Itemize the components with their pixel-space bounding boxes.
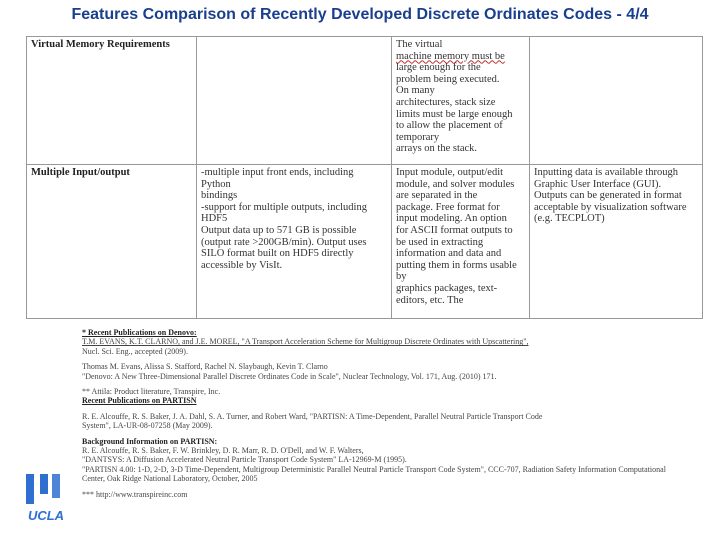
references [82,328,702,499]
comparison-table [26,36,703,319]
cell-line: are separated in the [396,190,478,202]
cell-line: Outputs can be generated in format [534,190,682,202]
cell-line: Python [201,178,231,190]
cell-line: arrays on the stack. [396,143,478,155]
cell-line: large enough for the [396,62,481,74]
cell-line: Graphic User Interface (GUI). [534,178,662,190]
cell-line: acceptable by visualization software [534,201,687,213]
table-row [27,165,703,319]
table-row [27,37,703,165]
cell-line: Output data up to 571 GB is possible [201,224,357,236]
cell-line: putting them in forms usable [396,259,517,271]
reference-line: R. E. Alcouffe, R. S. Baker, J. A. Dahl, S. A. Turner, and Robert Ward, "PARTISN: A Time-Dependent, Parallel Neutral Particle Transport Code [82,411,543,421]
reference-line: "Denovo: A New Three-Dimensional Parallel Discrete Ordinates Code in Scale", Nuclear Technology, Vol. 171, Aug. (2010) 171. [82,371,497,381]
row-label: Multiple Input/output [27,165,197,319]
cell-line: bindings [201,190,238,202]
reference-heading: * Recent Publications on Denovo: [82,328,197,337]
cell-line: Input module, output/edit [396,167,504,178]
reference-line: Nucl. Sci. Eng., accepted (2009). [82,346,188,356]
reference-line: *** http://www.transpireinc.com [82,489,188,499]
reference-line: R. E. Alcouffe, R. S. Baker, F. W. Brinkley, D. R. Marr, R. D. O'Dell, and W. F. Walters, [82,446,364,456]
table-cell [530,37,703,165]
cell-line: by [396,271,407,283]
cell-line: accessible by VisIt. [201,259,283,271]
reference-line: ** Attila: Product literature, Transpire, Inc. [82,387,221,397]
reference-line: Center, Oak Ridge National Laboratory, October, 2005 [82,474,258,484]
ucla-logo [20,470,72,526]
cell-line: architectures, stack size [396,96,496,108]
cell-line: temporary [396,131,440,143]
reference-line: "PARTISN 4.00: 1-D, 2-D, 3-D Time-Dependent, Multigroup Deterministic Parallel Neutral Particle Transport Code System", CCC-707, Radiation Safety Information Computational [82,464,666,474]
cell-line: HDF5 [201,213,228,225]
cell-line: information and data and [396,248,502,260]
cell-line: -multiple input front ends, including [201,167,354,178]
cell-line: package. Free format for [396,201,500,213]
table-cell [392,165,530,319]
cell-line: problem being executed. [396,73,500,85]
cell-line: to allow the placement of [396,120,503,132]
row-label: Virtual Memory Requirements [27,37,197,165]
cell-line: limits must be large enough [396,108,513,120]
cell-line: editors, etc. The [396,294,464,306]
cell-line: graphics packages, text- [396,282,498,294]
cell-line: (e.g. TECPLOT) [534,213,605,225]
cell-line: Inputting data is available through [534,167,679,178]
reference-line: "DANTSYS: A Diffusion Accelerated Neutral Particle Transport Code System" LA-12969-M (1995). [82,455,407,465]
cell-line: On many [396,85,435,97]
cell-line: (output rate >200GB/min). Output uses [201,236,367,248]
table-cell [530,165,703,319]
cell-line: The virtual [396,39,443,50]
reference-line: T.M. EVANS, K.T. CLARNO, and J.E. MOREL, "A Transport Acceleration Scheme for Multigroup Discrete Ordinates with Upscattering", [82,337,529,347]
cell-line: SILO format built on HDF5 directly [201,248,354,260]
reference-line: System", LA-UR-08-07258 (May 2009). [82,421,213,431]
cell-line: for ASCII format outputs to [396,224,513,236]
cell-line: module, and solver modules [396,178,515,190]
cell-line: -support for multiple outputs, including [201,201,367,213]
cell-line: be used in extracting [396,236,484,248]
reference-heading: Background Information on PARTISN: [82,436,218,446]
cell-line: machine memory must be [396,50,505,62]
cell-line: input modeling. An option [396,213,507,225]
table-cell [197,165,392,319]
reference-heading: Recent Publications on PARTISN [82,396,197,406]
reference-line: Thomas M. Evans, Alissa S. Stafford, Rachel N. Slaybaugh, Kevin T. Clarno [82,362,328,372]
table-cell [197,37,392,165]
logo-text: UCLA [27,508,65,523]
table-cell [392,37,530,165]
slide-title: Features Comparison of Recently Developed Discrete Ordinates Codes - 4/4 [71,6,649,23]
